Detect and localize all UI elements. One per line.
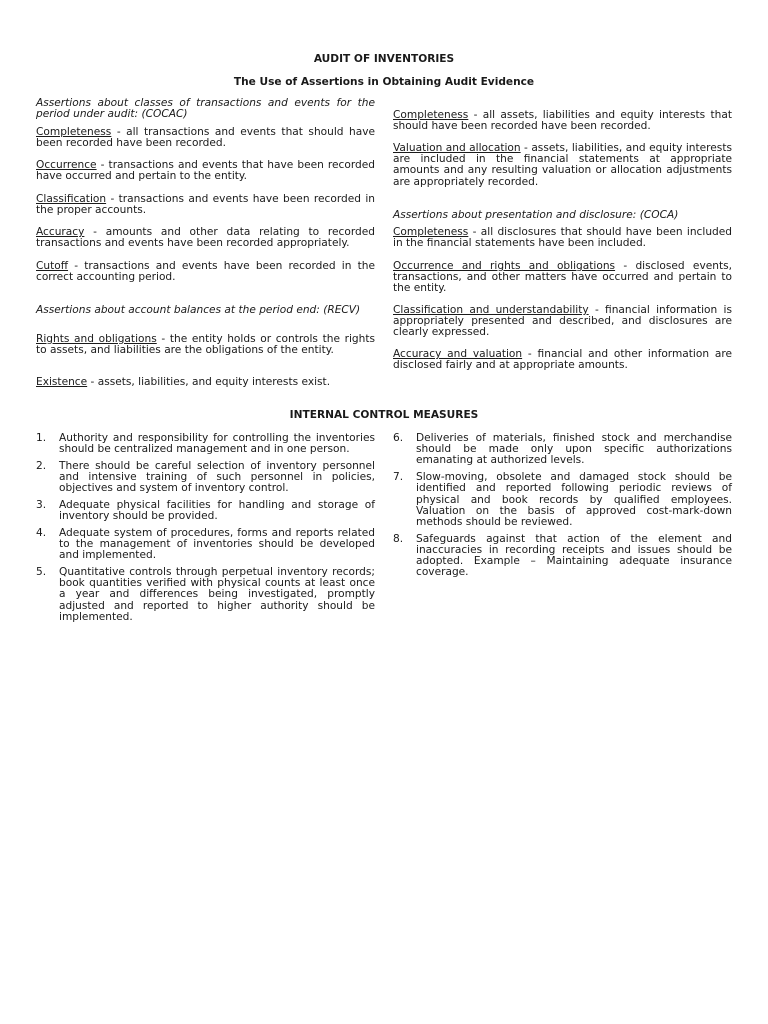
controls-list-right	[393, 433, 732, 584]
assertion-term: Accuracy and valuation	[393, 348, 523, 360]
assertion-text: - financial information is appropriately presented and described, and disclosures are clearly expressed.	[393, 304, 732, 339]
assertion-text: - transactions and events have been recorded in the correct accounting period.	[36, 260, 375, 284]
assertion-term: Completeness	[393, 109, 469, 121]
assertion-term: Existence	[36, 376, 88, 388]
list-item	[36, 500, 375, 522]
list-item	[393, 433, 732, 467]
assertion-term: Occurrence and rights and obligations	[393, 260, 616, 272]
assertion-occurrence	[36, 160, 375, 182]
assertion-completeness-disclosure	[393, 227, 732, 249]
assertion-term: Accuracy	[36, 226, 85, 238]
assertion-text: - transactions and events that have been recorded have occurred and pertain to the entity.	[36, 159, 375, 183]
balances-section	[36, 305, 375, 316]
presentation-intro: Assertions about presentation and disclosure: (COCA)	[393, 209, 679, 221]
item-text: Deliveries of materials, finished stock and merchandise should be made only upon specific authorizations emanating at authorized levels.	[416, 432, 732, 467]
assertion-text: - all transactions and events that should have been recorded have been recorded.	[36, 126, 375, 150]
item-number: 5.	[36, 566, 47, 579]
document-subtitle: The Use of Assertions in Obtaining Audit Evidence	[233, 76, 535, 88]
assertion-existence	[36, 377, 375, 388]
presentation-section	[393, 210, 732, 221]
assertion-rights-obligations	[36, 334, 375, 356]
transactions-intro: Assertions about classes of transactions and events for the period under audit: (COCAC)	[36, 97, 375, 121]
assertion-term: Rights and obligations	[36, 333, 157, 345]
list-item	[393, 534, 732, 579]
assertion-text: - amounts and other data relating to recorded transactions and events have been recorded appropriately.	[36, 226, 375, 250]
item-number: 4.	[36, 526, 47, 539]
assertion-text: - transactions and events have been recorded in the proper accounts.	[36, 193, 375, 217]
controls-heading: INTERNAL CONTROL MEASURES	[289, 409, 479, 421]
item-number: 3.	[36, 499, 47, 512]
item-number: 8.	[393, 532, 404, 545]
assertion-term: Classification and understandability	[393, 304, 589, 316]
assertion-valuation-allocation	[393, 143, 732, 188]
item-text: Adequate physical facilities for handling and storage of inventory should be provided.	[59, 499, 375, 523]
assertion-text: - all assets, liabilities and equity interests that should have been recorded have been recorded.	[393, 109, 732, 133]
assertion-text: - disclosed events, transactions, and other matters have occurred and pertain to the entity.	[393, 260, 732, 295]
item-number: 2.	[36, 459, 47, 472]
document-title: AUDIT OF INVENTORIES	[313, 53, 455, 65]
item-number: 6.	[393, 432, 404, 444]
assertion-completeness	[36, 127, 375, 149]
assertion-text: - financial and other information are disclosed fairly and at appropriate amounts.	[393, 348, 733, 372]
transactions-section	[36, 98, 375, 120]
balances-intro: Assertions about account balances at the period end: (RECV)	[36, 304, 361, 316]
list-item	[393, 472, 732, 528]
assertion-term: Occurrence	[36, 159, 97, 171]
list-item	[36, 433, 375, 455]
item-text: Slow-moving, obsolete and damaged stock should be identified and reported following periodic reviews of physical and book records by qualified employees. Valuation on the basis of approved cost-mark-down methods should be reviewed.	[416, 471, 732, 528]
assertion-term: Cutoff	[36, 260, 69, 272]
list-item	[36, 528, 375, 562]
assertion-classification-understandability	[393, 305, 732, 339]
assertion-term: Completeness	[393, 226, 469, 238]
item-number: 1.	[36, 432, 47, 444]
assertion-classification	[36, 194, 375, 216]
item-text: There should be careful selection of inventory personnel and intensive training of such personnel in policies, objectives and system of inventory control.	[59, 459, 375, 495]
assertion-text: - assets, liabilities, and equity interests exist.	[87, 376, 331, 388]
assertion-text: - the entity holds or controls the rights to assets, and liabilities are the obligations of the entity.	[36, 333, 376, 357]
assertion-term: Valuation and allocation	[393, 142, 521, 154]
assertion-accuracy-valuation	[393, 349, 732, 371]
item-text: Authority and responsibility for controlling the inventories should be centralized management and in one person.	[59, 432, 375, 456]
item-text: Quantitative controls through perpetual inventory records; book quantities verified with physical counts at least once a year and differences being investigated, promptly adjusted and reported to higher authority should be implemented.	[59, 566, 375, 623]
assertion-text: - assets, liabilities, and equity interests are included in the financial statements at appropriate amounts and any resulting valuation or allocation adjustments are appropriately recorded.	[393, 142, 732, 188]
assertion-cutoff	[36, 261, 375, 283]
assertion-occurrence-rights	[393, 261, 732, 295]
controls-list-left	[36, 433, 375, 629]
assertion-term: Completeness	[36, 126, 112, 138]
item-text: Adequate system of procedures, forms and reports related to the management of inventories should be developed and implemented.	[59, 526, 375, 562]
assertion-completeness-balances	[393, 110, 732, 132]
assertion-text: - all disclosures that should have been included in the financial statements have been included.	[393, 226, 732, 250]
list-item	[36, 461, 375, 495]
item-number: 7.	[393, 471, 404, 484]
assertion-term: Classification	[36, 193, 107, 205]
assertion-accuracy	[36, 227, 375, 249]
list-item	[36, 567, 375, 623]
item-text: Safeguards against that action of the element and inaccuracies in recording receipts and issues should be adopted. Example – Maintaining adequate insurance coverage.	[416, 532, 732, 579]
